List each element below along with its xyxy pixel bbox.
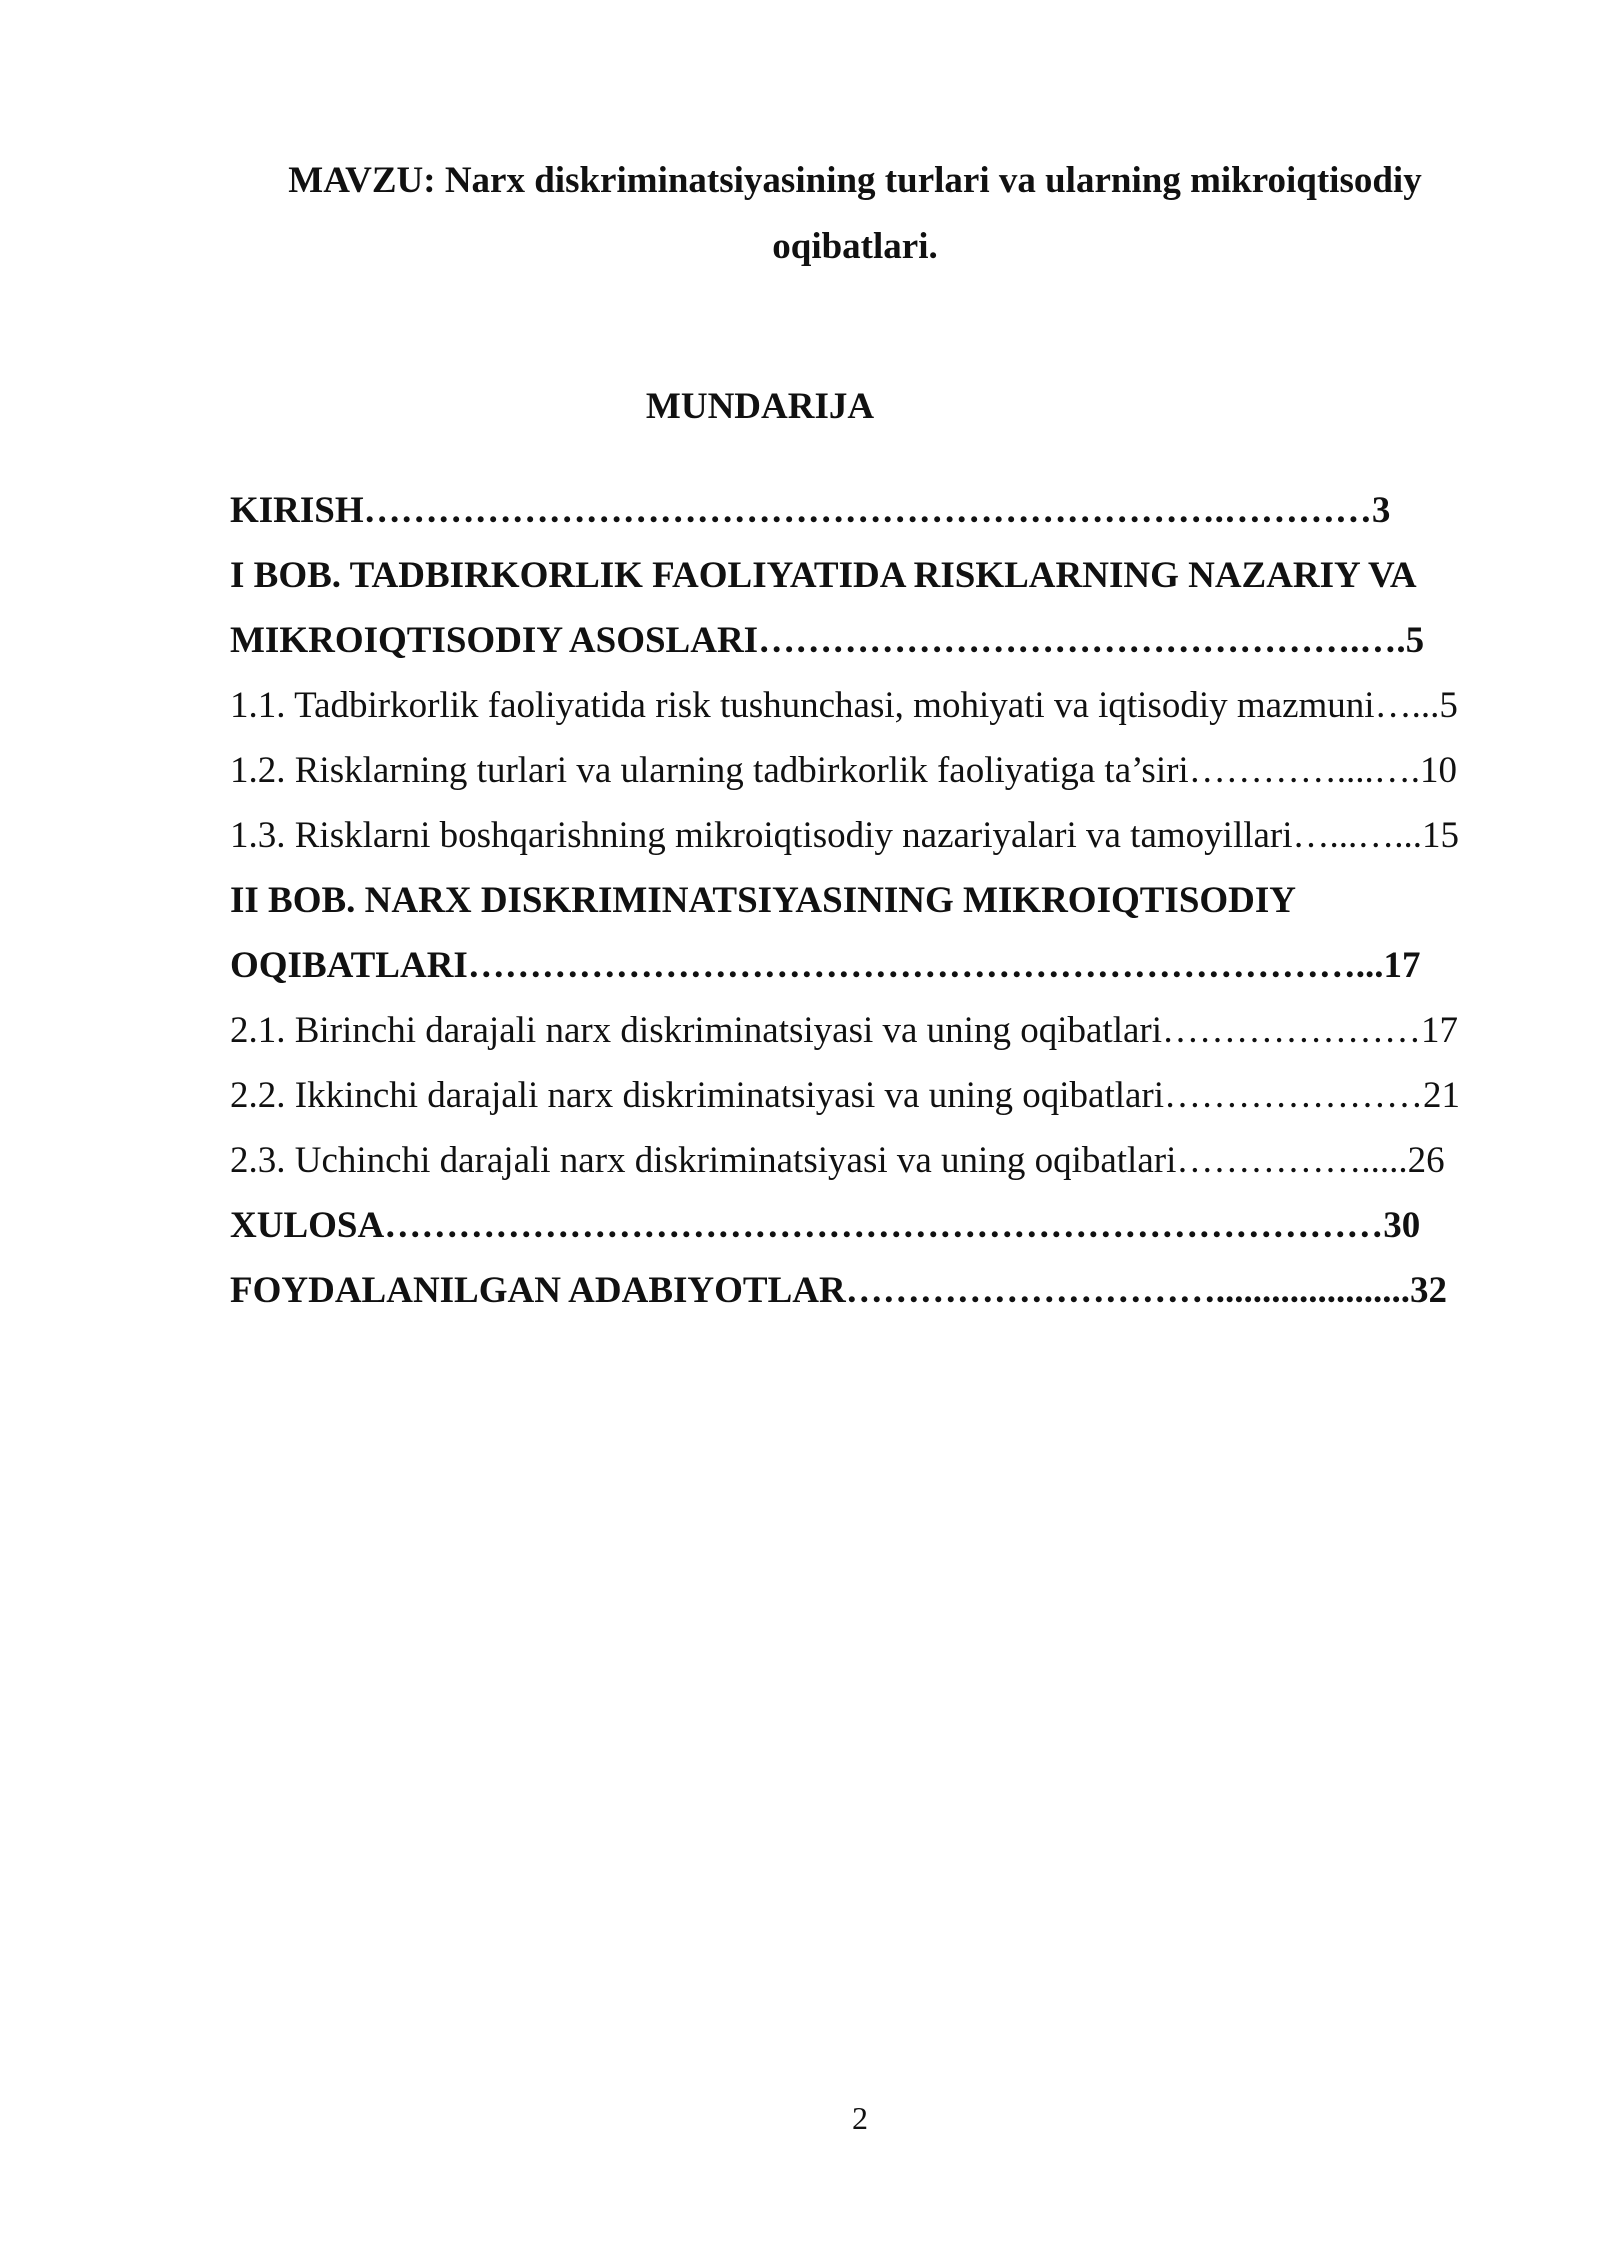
title-line-2: oqibatlari. xyxy=(772,226,938,267)
toc-entry: I BOB. TADBIRKORLIK FAOLIYATIDA RISKLARNING NAZARIY VA xyxy=(230,555,1417,596)
toc-entry: 2.3. Uchinchi darajali narx diskriminatsiyasi va uning oqibatlari…………….....26 xyxy=(230,1140,1445,1181)
toc-entry: II BOB. NARX DISKRIMINATSIYASINING MIKROIQTISODIY xyxy=(230,880,1297,921)
toc-entry: KIRISH…………………………………………………………….…………3 xyxy=(230,490,1391,531)
toc-heading: MUNDARIJA xyxy=(645,386,875,427)
toc-entry: MIKROIQTISODIY ASOSLARI………………………………………….….5 xyxy=(230,620,1425,661)
document-title xyxy=(230,148,1480,280)
toc-entry: XULOSA………………………………………………………………………30 xyxy=(230,1205,1421,1246)
table-of-contents xyxy=(230,478,1490,1323)
toc-entry: 1.3. Risklarni boshqarishning mikroiqtisodiy nazariyalari va tamoyillari…...…...15 xyxy=(230,815,1460,856)
toc-entry: FOYDALANILGAN ADABIYOTLAR………………………….....................32 xyxy=(230,1270,1447,1311)
toc-entry: OQIBATLARI………………………………………………………………...17 xyxy=(230,945,1421,986)
toc-entry: 1.1. Tadbirkorlik faoliyatida risk tushunchasi, mohiyati va iqtisodiy mazmuni…...5 xyxy=(230,685,1458,726)
toc-entry: 2.1. Birinchi darajali narx diskriminatsiyasi va uning oqibatlari…………………17 xyxy=(230,1010,1458,1051)
title-line-1: MAVZU: Narx diskriminatsiyasining turlari va ularning mikroiqtisodiy xyxy=(288,160,1422,201)
page-number: 2 xyxy=(852,2100,868,2136)
toc-entry: 1.2. Risklarning turlari va ularning tadbirkorlik faoliyatiga ta’siri…………....….10 xyxy=(230,750,1457,791)
toc-entry: 2.2. Ikkinchi darajali narx diskriminatsiyasi va uning oqibatlari…………………21 xyxy=(230,1075,1461,1116)
